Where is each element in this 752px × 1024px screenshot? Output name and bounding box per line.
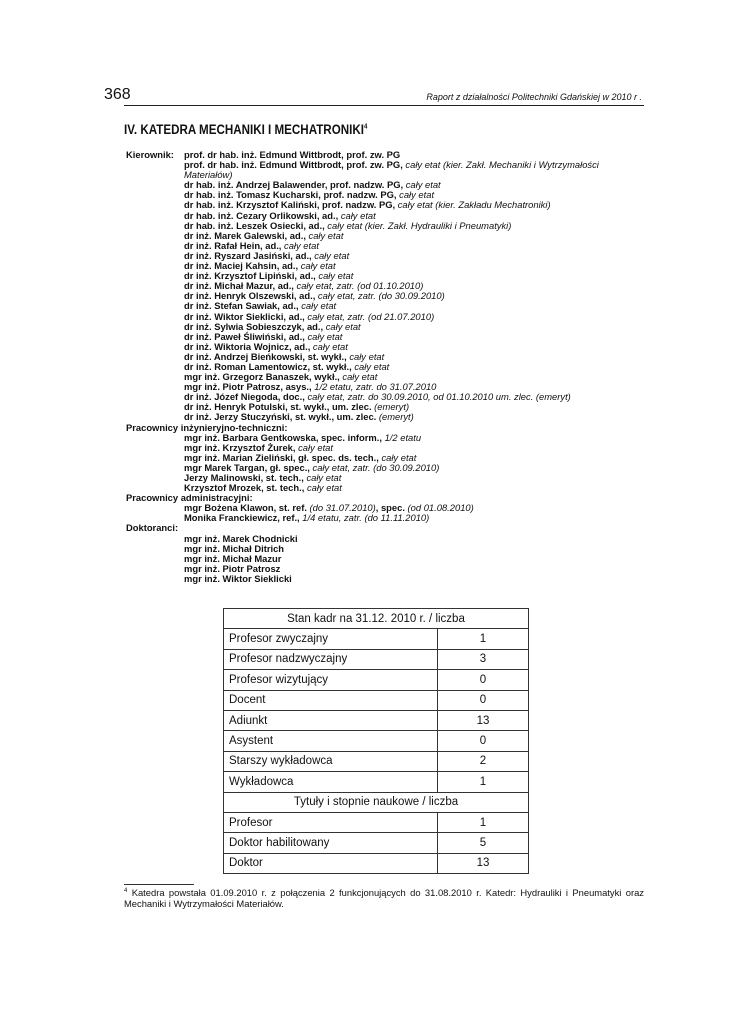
staff-entry-name: dr inż. Michał Mazur, ad., [184, 280, 294, 292]
staff-entry-name: dr inż. Paweł Śliwiński, ad., [184, 330, 305, 342]
row-label: Adiunkt [224, 710, 438, 730]
row-label: Profesor nadzwyczajny [224, 649, 438, 669]
table-row [224, 690, 529, 710]
table-row [224, 731, 529, 751]
row-value: 1 [438, 772, 529, 792]
row-label: Wykładowca [224, 772, 438, 792]
table-header-staff-cell: Stan kadr na 31.12. 2010 r. / liczba [224, 609, 529, 629]
tech-entry-note: cały etat, zatr. (do 30.09.2010) [309, 461, 440, 473]
running-header: Raport z działalności Politechniki Gdańskiej w 2010 r . [426, 92, 642, 102]
staff-entry-note: cały etat [396, 189, 435, 201]
staff-entry-note: cały etat [311, 249, 350, 261]
staff-entry-note: cały etat [315, 270, 354, 282]
staff-entry-name: dr inż. Ryszard Jasiński, ad., [184, 249, 312, 261]
tech-entry-name: Krzysztof Mrozek, st. tech., [184, 482, 305, 494]
staff-entry-note: (emeryt) [376, 411, 414, 423]
row-value: 0 [438, 670, 529, 690]
tech-entry-name: mgr inż. Marian Zieliński, gł. spec. ds. tech., [184, 451, 379, 463]
row-value: 13 [438, 710, 529, 730]
row-value: 5 [438, 833, 529, 853]
tech-entry-note: cały etat [304, 482, 342, 494]
staff-stats-table [223, 608, 529, 874]
staff-entry-note: cały etat (kier. Zakł. Hydrauliki i Pneumatyki) [324, 219, 512, 231]
table-header-staff [224, 609, 529, 629]
admin-entry-name: Monika Franckiewicz, ref., [184, 512, 300, 524]
academic-staff [126, 160, 646, 422]
row-label: Asystent [224, 731, 438, 751]
row-label: Profesor zwyczajny [224, 629, 438, 649]
staff-entry-note: (emeryt) [371, 401, 410, 413]
phd-entry: mgr inż. Michał Mazur [184, 552, 282, 564]
page-number: 368 [104, 86, 131, 103]
phd-entry: mgr inż. Piotr Patrosz [184, 562, 281, 574]
staff-entry-name: dr inż. Rafał Hein, ad., [184, 239, 282, 251]
staff-entry-name: dr inż. Marek Galewski, ad., [184, 229, 306, 241]
table-row [224, 629, 529, 649]
staff-entry-note: cały etat [338, 209, 376, 221]
tech-entry-name: mgr inż. Krzysztof Żurek, [184, 441, 296, 453]
phd-students [126, 534, 646, 584]
phd-entry: mgr inż. Wiktor Sieklicki [184, 572, 292, 584]
staff-entry-name: dr inż. Henryk Olszewski, ad., [184, 290, 316, 302]
staff-entry-name: dr inż. Józef Niegoda, doc., [184, 391, 305, 403]
technical-staff [126, 433, 646, 494]
tech-entry-note: cały etat [378, 451, 417, 463]
staff-entry-name: dr inż. Stefan Sawiak, ad., [184, 300, 299, 312]
table-row [224, 812, 529, 832]
chapter-title: IV. KATEDRA MECHANIKI I MECHATRONIKI$^4$ [124, 122, 368, 137]
row-label: Profesor wizytujący [224, 670, 438, 690]
staff-entry-note: cały etat, zatr. (od 21.07.2010) [304, 310, 435, 322]
row-value: 3 [438, 649, 529, 669]
admin-label: Pracownicy administracyjni: [126, 492, 253, 504]
staff-entry-name: dr inż. Krzysztof Lipiński, ad., [184, 270, 316, 282]
tech-entry-note: cały etat [303, 472, 342, 483]
phd-label: Doktoranci: [126, 522, 179, 534]
row-label: Doktor habilitowany [224, 833, 438, 853]
row-label: Starszy wykładowca [224, 751, 438, 771]
admin-staff [126, 503, 646, 523]
table-row [224, 751, 529, 771]
staff-entry-name: mgr inż. Piotr Patrosz, asys., [184, 381, 312, 393]
admin-entry-name: mgr Bożena Klawon, st. ref. [184, 502, 307, 514]
header-rule [124, 105, 644, 106]
admin-entry-note: 1/4 etatu, zatr. (do 11.11.2010) [299, 512, 430, 524]
staff-entry-name: prof. dr hab. inż. Edmund Wittbrodt, prof. zw. PG, [184, 159, 403, 171]
footnote-number: 4 [124, 888, 128, 894]
row-value: 1 [438, 812, 529, 832]
footnote [124, 886, 644, 909]
tech-entry-name: mgr Marek Targan, gł. spec., [184, 461, 310, 473]
staff-entry-name: mgr inż. Grzegorz Banaszek, wykł., [184, 371, 340, 383]
table-row [224, 670, 529, 690]
staff-entry-note: cały etat [403, 179, 441, 191]
admin-entry-name2: , spec. [375, 502, 405, 514]
staff-entry-note: cały etat (kier. Zakładu Mechatroniki) [395, 199, 551, 211]
admin-entry-note2: (od 01.08.2010) [404, 502, 474, 514]
tech-entry-name: mgr inż. Barbara Gentkowska, spec. inform., [184, 431, 382, 443]
table-row [224, 833, 529, 853]
footnote-text: Katedra powstała 01.09.2010 r. z połączenia 2 funkcjonujących do 31.08.2010 r. Katedr: Hydrauliki i Pneumatyki oraz Mechaniki i Wytrzymałości Materiałów. [124, 887, 644, 910]
staff-entry-name: dr hab. inż. Leszek Osiecki, ad., [184, 219, 325, 231]
table-row [224, 772, 529, 792]
staff-entry-note: cały etat [304, 330, 343, 342]
staff-entry-note: cały etat [305, 229, 344, 241]
staff-entry-name: dr inż. Jerzy Stuczyński, st. wykł., um. zlec. [184, 411, 377, 423]
staff-entry-name: dr inż. Henryk Potulski, st. wykł., um. zlec. [184, 401, 372, 413]
row-value: 13 [438, 853, 529, 873]
staff-entry-name: dr hab. inż. Tomasz Kucharski, prof. nadzw. PG, [184, 189, 397, 201]
staff-entry-note: cały etat [351, 360, 390, 372]
staff-entry-name: dr inż. Roman Lamentowicz, st. wykł., [184, 360, 352, 372]
row-label: Docent [224, 690, 438, 710]
table-row [224, 853, 529, 873]
tech-entry-note: cały etat [295, 441, 334, 453]
staff-entry-note: cały etat, zatr. (od 01.10.2010) [293, 280, 424, 292]
staff-entry-note: cały etat [298, 260, 336, 272]
staff-entry-note: cały etat [323, 320, 361, 332]
head-name: prof. dr hab. inż. Edmund Wittbrodt, prof. zw. PG [184, 149, 401, 160]
staff-entry-note: cały etat (kier. Zakł. Mechaniki i Wytrzymałości Materiałów) [184, 159, 599, 181]
row-value: 0 [438, 731, 529, 751]
staff-entry-name: dr inż. Wiktor Sieklicki, ad., [184, 310, 305, 322]
staff-entry-name: dr hab. inż. Cezary Orlikowski, ad., [184, 209, 339, 221]
tech-label: Pracownicy inżynieryjno-techniczni: [126, 421, 288, 433]
staff-entry-note: cały etat [339, 371, 378, 383]
footnote-rule [124, 884, 194, 885]
staff-entry-note: cały etat [346, 350, 385, 362]
table-header-degrees-cell: Tytuły i stopnie naukowe / liczba [224, 792, 529, 812]
tech-entry-name: Jerzy Malinowski, st. tech., [184, 472, 304, 483]
row-value: 2 [438, 751, 529, 771]
staff-entry-note: cały etat, zatr. (do 30.09.2010) [315, 290, 445, 302]
row-label: Doktor [224, 853, 438, 873]
staff-entry-note: cały etat [281, 239, 319, 251]
head-label: Kierownik: [126, 149, 174, 160]
staff-entry-name: dr inż. Wiktoria Wojnicz, ad., [184, 340, 311, 352]
staff-entry-note: cały etat [310, 340, 348, 352]
phd-entry: mgr inż. Marek Chodnicki [184, 532, 298, 544]
staff-entry-note: cały etat [298, 300, 337, 312]
staff-entry-name: dr inż. Sylwia Sobieszczyk, ad., [184, 320, 324, 332]
staff-entry-name: dr inż. Andrzej Bieńkowski, st. wykł., [184, 350, 347, 362]
admin-entry-note: (do 31.07.2010) [306, 502, 376, 514]
row-value: 1 [438, 629, 529, 649]
admin-entry [126, 513, 646, 523]
tech-entry-note: 1/2 etatu [381, 431, 422, 443]
staff-entry-name: dr hab. inż. Krzysztof Kaliński, prof. nadzw. PG, [184, 199, 396, 211]
staff-entry-name: dr inż. Maciej Kahsin, ad., [184, 260, 299, 272]
staff-entry [126, 160, 646, 180]
footnote-ref: 4 [363, 123, 368, 131]
staff-entry-name: dr hab. inż. Andrzej Balawender, prof. nadzw. PG, [184, 179, 404, 191]
row-value: 0 [438, 690, 529, 710]
staff-list [126, 150, 646, 584]
row-label: Profesor [224, 812, 438, 832]
table-row [224, 710, 529, 730]
staff-entry-note: cały etat, zatr. do 30.09.2010, od 01.10.2010 um. zlec. (emeryt) [304, 391, 571, 403]
table-header-degrees [224, 792, 529, 812]
table-row [224, 649, 529, 669]
phd-entry: mgr inż. Michał Ditrich [184, 542, 285, 554]
staff-entry-note: 1/2 etatu, zatr. do 31.07.2010 [311, 381, 437, 393]
